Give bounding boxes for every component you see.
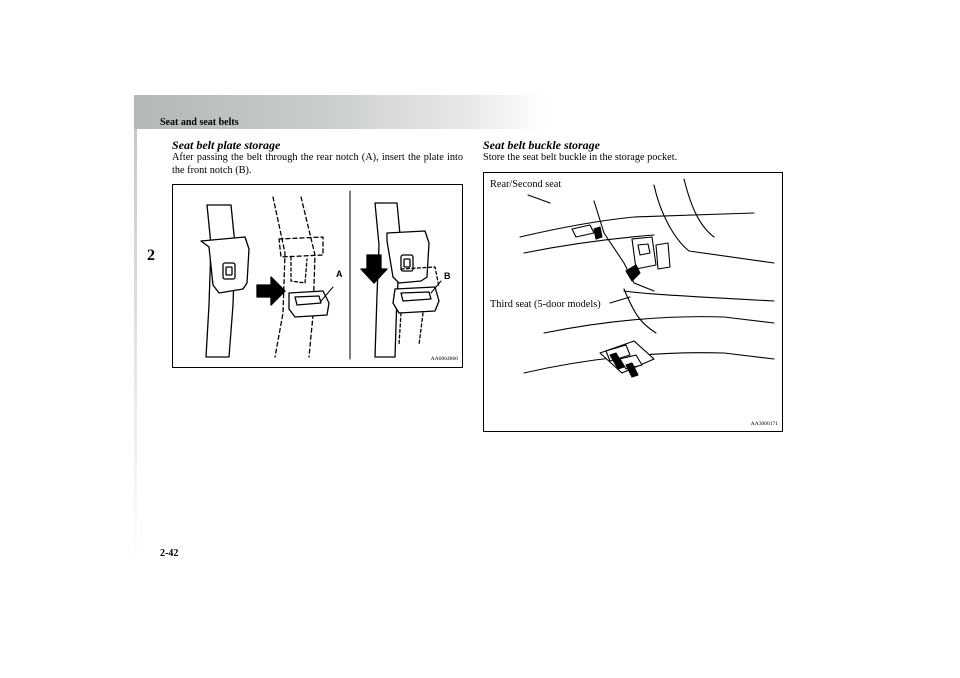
figure-code: AA3000171 <box>750 421 778 427</box>
buckle-storage-heading: Seat belt buckle storage <box>483 138 600 152</box>
plate-storage-text: After passing the belt through the rear notch (A), insert the plate into the front notch (B). <box>172 152 463 176</box>
plate-storage-heading: Seat belt plate storage <box>172 138 281 152</box>
buckle-storage-figure <box>483 172 783 432</box>
buckle-storage-text: Store the seat belt buckle in the storage pocket. <box>483 152 678 163</box>
side-rule <box>134 129 137 565</box>
chapter-tab: 2 <box>147 247 155 264</box>
rear-second-seat-label: Rear/Second seat <box>490 179 562 190</box>
section-title: Seat and seat belts <box>160 117 239 128</box>
plate-storage-figure <box>172 184 463 368</box>
third-seat-label: Third seat (5-door models) <box>490 299 601 310</box>
notch-b-callout: B <box>444 271 451 281</box>
page-number: 2-42 <box>160 548 179 559</box>
notch-a-callout: A <box>336 269 343 279</box>
figure-code: AA0064860 <box>430 356 458 362</box>
